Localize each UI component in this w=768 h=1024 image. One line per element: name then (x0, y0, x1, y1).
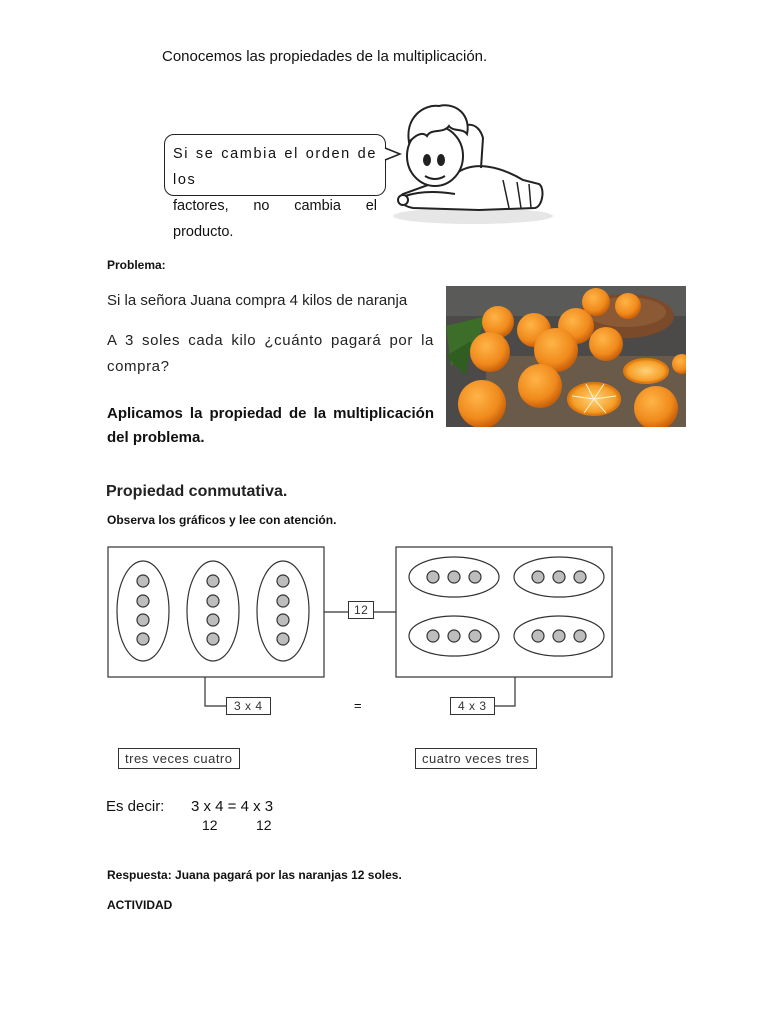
oranges-photo (446, 286, 686, 427)
left-expression-box: 3 x 4 (226, 697, 271, 715)
problem-line-1: Si la señora Juana compra 4 kilos de naranja (107, 292, 408, 309)
right-words-box: cuatro veces tres (415, 748, 537, 769)
bubble-line-1: Si se cambia el orden de los (173, 146, 377, 188)
es-decir-label: Es decir: (106, 798, 165, 815)
cartoon-child-illustration (383, 98, 563, 228)
apply-property-text: Aplicamos la propiedad de la multiplicación del problema. (107, 405, 434, 446)
es-decir-equation: 3 x 4 = 4 x 3 (191, 798, 274, 815)
problem-line-2: A 3 soles cada kilo ¿cuánto pagará por la compra? (107, 332, 434, 375)
bubble-line-2: factores, no cambia el producto. (173, 198, 377, 240)
right-expression-box: 4 x 3 (450, 697, 495, 715)
es-decir-result-right: 12 (256, 817, 272, 833)
problem-heading: Problema: (107, 258, 166, 272)
product-value-box: 12 (348, 601, 374, 619)
speech-bubble (164, 134, 386, 240)
property-heading: Propiedad conmutativa. (106, 483, 288, 500)
page-title: Conocemos las propiedades de la multiplicación. (162, 48, 488, 65)
activity-heading: ACTIVIDAD (107, 898, 173, 912)
answer-text: Respuesta: Juana pagará por las naranjas 12 soles. (107, 868, 402, 882)
es-decir-result-left: 12 (202, 817, 218, 833)
left-words-box: tres veces cuatro (118, 748, 240, 769)
equals-sign: = (354, 698, 362, 713)
property-instruction: Observa los gráficos y lee con atención. (107, 513, 337, 527)
